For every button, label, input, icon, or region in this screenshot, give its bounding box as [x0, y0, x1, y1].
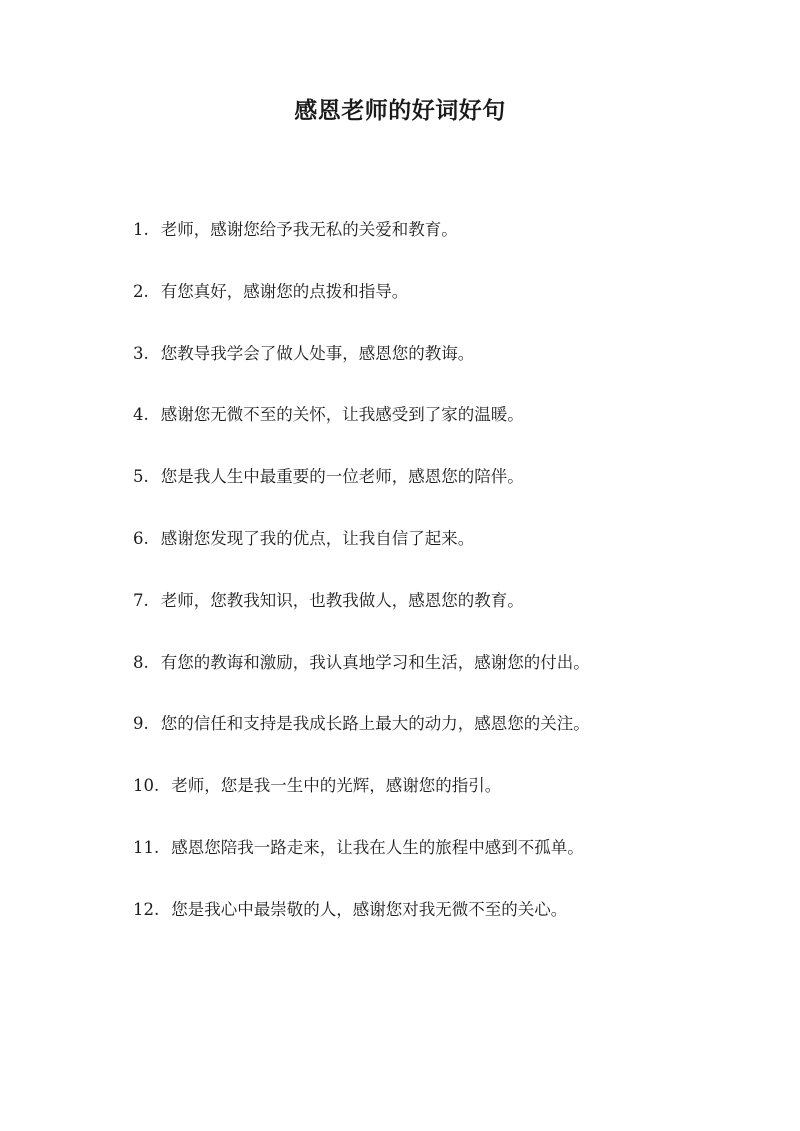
list-item	[133, 649, 773, 711]
list-item	[133, 710, 773, 772]
item-text: 老师，您是我一生中的光辉，感谢您的指引。	[171, 776, 502, 796]
item-text: 感恩您陪我一路走来，让我在人生的旅程中感到不孤单。	[171, 837, 584, 857]
item-number: 10.	[133, 776, 160, 796]
item-text: 您是我心中最崇敬的人，感谢您对我无微不至的关心。	[171, 899, 568, 919]
item-number: 11.	[133, 837, 160, 857]
item-text: 感谢您发现了我的优点，让我自信了起来。	[160, 528, 475, 548]
item-number: 6.	[133, 528, 149, 548]
item-text: 有您的教诲和激励，我认真地学习和生活，感谢您的付出。	[160, 652, 590, 672]
list-item	[133, 401, 773, 463]
item-number: 4.	[133, 405, 149, 425]
item-text: 您的信任和支持是我成长路上最大的动力，感恩您的关注。	[160, 714, 590, 734]
list-item	[133, 278, 773, 340]
item-number: 9.	[133, 714, 149, 734]
item-number: 3.	[133, 343, 149, 363]
item-number: 12.	[133, 899, 160, 919]
list-item	[133, 463, 773, 525]
item-number: 7.	[133, 590, 149, 610]
item-text: 老师，您教我知识，也教我做人，感恩您的教育。	[160, 590, 524, 610]
item-text: 您是我人生中最重要的一位老师，感恩您的陪伴。	[160, 467, 524, 487]
item-number: 5.	[133, 467, 149, 487]
item-text: 有您真好，感谢您的点拨和指导。	[160, 281, 409, 301]
list-item	[133, 772, 773, 834]
list-item	[133, 340, 773, 402]
item-text: 老师，感谢您给予我无私的关爱和教育。	[160, 220, 458, 239]
item-number: 2.	[133, 281, 149, 301]
list-item	[133, 896, 773, 958]
list-item	[133, 834, 773, 896]
item-number: 8.	[133, 652, 149, 672]
document-title: 感恩老师的好词好句	[294, 97, 506, 124]
list-item	[133, 216, 773, 278]
list-item	[133, 587, 773, 649]
item-text: 感谢您无微不至的关怀，让我感受到了家的温暖。	[160, 405, 524, 425]
item-number: 1.	[133, 220, 149, 239]
sentence-list	[133, 216, 773, 958]
list-item	[133, 525, 773, 587]
item-text: 您教导我学会了做人处事，感恩您的教诲。	[160, 343, 475, 363]
